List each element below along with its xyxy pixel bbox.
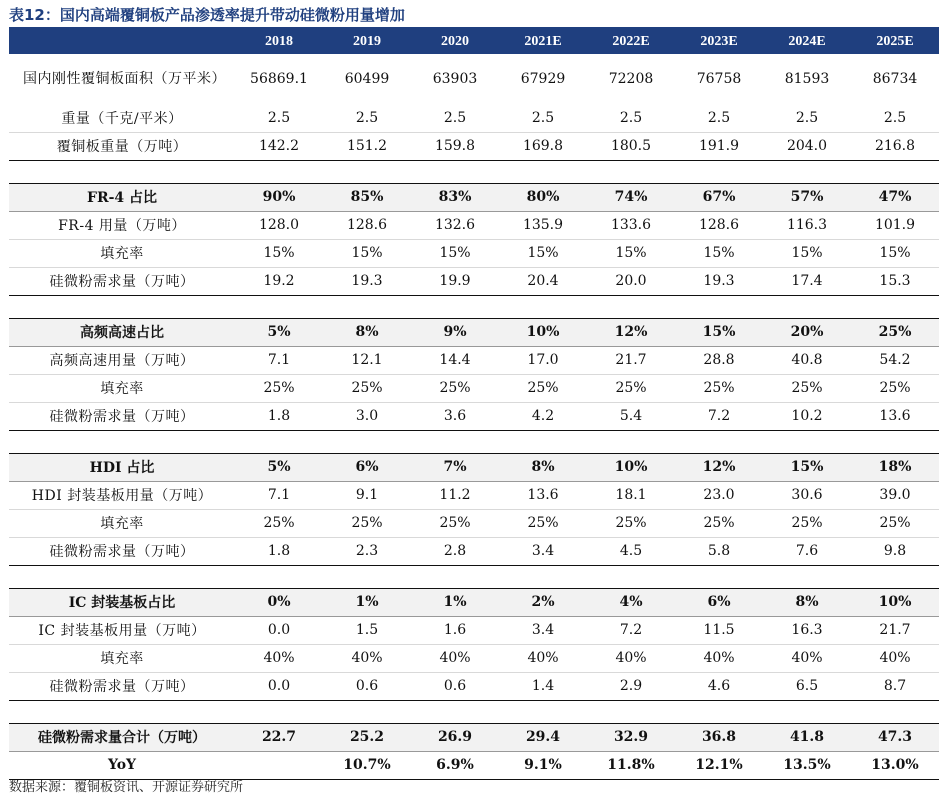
table-row: [9, 509, 939, 537]
cell: 2.5: [323, 104, 411, 132]
cell: 6%: [323, 453, 411, 481]
cell: 15%: [763, 453, 851, 481]
header-label: [9, 29, 235, 54]
cell: 25%: [411, 509, 499, 537]
table-title: 表12：国内高端覆铜板产品渗透率提升带动硅微粉用量增加: [9, 6, 405, 24]
cell: 29.4: [499, 723, 587, 751]
cell: 20.4: [527, 273, 559, 289]
cell: 7.1: [235, 481, 323, 509]
row-label: 硅微粉需求量（万吨）: [49, 409, 195, 425]
cell: 90%: [235, 183, 323, 211]
header-row: [9, 29, 939, 54]
row-label: FR-4 用量（万吨）: [9, 211, 235, 239]
cell: 40.8: [763, 346, 851, 374]
cell: 12.1%: [675, 751, 763, 779]
cell: 25.2: [323, 723, 411, 751]
cell: 0%: [235, 588, 323, 616]
cell: 2%: [499, 588, 587, 616]
cell: 15.3: [879, 273, 911, 289]
cell: 25%: [411, 374, 499, 402]
cell: 9.1: [323, 481, 411, 509]
cell: 9%: [411, 318, 499, 346]
cell: 25%: [763, 374, 851, 402]
cell: 14.4: [411, 346, 499, 374]
cell: 159.8: [434, 138, 476, 154]
cell: 2.5: [763, 104, 851, 132]
row-label: 填充率: [9, 374, 235, 402]
section-header-row: [9, 588, 939, 616]
cell: 25%: [235, 509, 323, 537]
section-gap: [9, 700, 939, 723]
table-row: [9, 672, 939, 700]
cell: 25%: [323, 374, 411, 402]
cell: 180.5: [610, 138, 652, 154]
cell: 15%: [587, 239, 675, 267]
cell: 2.5: [587, 104, 675, 132]
cell: 3.4: [531, 543, 555, 559]
cell: 9.8: [883, 543, 907, 559]
section-label: HDI 占比: [9, 453, 235, 481]
cell: 39.0: [851, 481, 939, 509]
cell: 25%: [587, 374, 675, 402]
cell: 128.6: [323, 211, 411, 239]
cell: 63903: [411, 54, 499, 104]
table-row: [9, 537, 939, 565]
row-label: HDI 封装基板用量（万吨）: [9, 481, 235, 509]
year-header: 2025E: [876, 33, 914, 49]
cell: 25%: [675, 509, 763, 537]
cell: 12.1: [323, 346, 411, 374]
cell: 15%: [763, 239, 851, 267]
cell: 25%: [323, 509, 411, 537]
cell: 19.2: [263, 273, 295, 289]
cell: 57%: [763, 183, 851, 211]
cell: 191.9: [698, 138, 740, 154]
cell: 20%: [763, 318, 851, 346]
cell: 3.4: [499, 616, 587, 644]
cell: 1.6: [411, 616, 499, 644]
section-label: 高频高速占比: [9, 318, 235, 346]
section-header-row: [9, 453, 939, 481]
cell: 6.9%: [411, 751, 499, 779]
cell: 2.5: [499, 104, 587, 132]
cell: 81593: [763, 54, 851, 104]
cell: 40%: [499, 644, 587, 672]
section-gap: [9, 160, 939, 183]
cell: 6%: [675, 588, 763, 616]
cell: 15%: [411, 239, 499, 267]
cell: 4%: [587, 588, 675, 616]
cell: 40%: [411, 644, 499, 672]
cell: 2.5: [675, 104, 763, 132]
cell: 60499: [323, 54, 411, 104]
row-label: 填充率: [9, 644, 235, 672]
year-header: 2024E: [788, 33, 826, 49]
cell: 7.6: [795, 543, 819, 559]
cell: 40%: [763, 644, 851, 672]
cell: 128.6: [675, 211, 763, 239]
cell: 21.7: [587, 346, 675, 374]
yoy-row: [9, 751, 939, 779]
row-label: 硅微粉需求量（万吨）: [49, 544, 195, 560]
cell: 25%: [587, 509, 675, 537]
cell: 25%: [763, 509, 851, 537]
row-label: 填充率: [9, 509, 235, 537]
year-header: 2018: [265, 33, 293, 49]
cell: 13.0%: [851, 751, 939, 779]
year-header: 2019: [353, 33, 381, 49]
cell: 4.2: [531, 408, 555, 424]
cell: 25%: [851, 318, 939, 346]
section-header-row: [9, 183, 939, 211]
cell: 1%: [323, 588, 411, 616]
cell: 74%: [587, 183, 675, 211]
table-row: [9, 132, 939, 160]
cell: 11.8%: [587, 751, 675, 779]
cell: 22.7: [235, 723, 323, 751]
cell: 67929: [499, 54, 587, 104]
cell: 1%: [411, 588, 499, 616]
cell: 16.3: [763, 616, 851, 644]
cell: 13.6: [499, 481, 587, 509]
cell: 11.5: [675, 616, 763, 644]
cell: 116.3: [763, 211, 851, 239]
cell: 18.1: [587, 481, 675, 509]
cell: 1.8: [267, 408, 291, 424]
cell: 56869.1: [235, 54, 323, 104]
cell: 80%: [499, 183, 587, 211]
cell: 15%: [323, 239, 411, 267]
row-label: 硅微粉需求量（万吨）: [49, 274, 195, 290]
section-gap: [9, 295, 939, 318]
cell: 135.9: [499, 211, 587, 239]
cell: 7.2: [707, 408, 731, 424]
total-label: 硅微粉需求量合计（万吨）: [9, 723, 235, 751]
table-row: [9, 239, 939, 267]
table-row: [9, 211, 939, 239]
cell: 17.0: [499, 346, 587, 374]
cell: 13.6: [879, 408, 911, 424]
table-row: [9, 267, 939, 295]
cell: 2.3: [355, 543, 379, 559]
cell: 25%: [499, 374, 587, 402]
cell: 6.5: [795, 678, 819, 694]
cell: 101.9: [851, 211, 939, 239]
cell: 2.5: [235, 104, 323, 132]
cell: 216.8: [874, 138, 916, 154]
cell: 2.9: [619, 678, 643, 694]
cell: 54.2: [851, 346, 939, 374]
cell: 5.8: [707, 543, 731, 559]
cell: 1.8: [267, 543, 291, 559]
year-header: 2020: [441, 33, 469, 49]
cell: 169.8: [522, 138, 564, 154]
cell: 1.4: [531, 678, 555, 694]
row-label: 填充率: [9, 239, 235, 267]
cell: 17.4: [791, 273, 823, 289]
cell: 128.0: [235, 211, 323, 239]
cell: 151.2: [346, 138, 388, 154]
table-row: [9, 402, 939, 430]
data-table: [9, 29, 939, 780]
cell: 15%: [235, 239, 323, 267]
cell: 15%: [675, 239, 763, 267]
row-label: 重量（千克/平米）: [9, 104, 235, 132]
row-label: 覆铜板重量（万吨）: [56, 139, 188, 155]
cell: 23.0: [675, 481, 763, 509]
table-row: [9, 374, 939, 402]
cell: 25%: [851, 509, 939, 537]
cell: 20.0: [615, 273, 647, 289]
cell: 12%: [587, 318, 675, 346]
cell: [235, 751, 323, 779]
section-gap: [9, 565, 939, 588]
cell: 86734: [851, 54, 939, 104]
cell: 0.6: [443, 678, 467, 694]
cell: 13.5%: [763, 751, 851, 779]
cell: 19.9: [439, 273, 471, 289]
table-row: [9, 616, 939, 644]
cell: 40%: [323, 644, 411, 672]
cell: 25%: [851, 374, 939, 402]
cell: 2.8: [443, 543, 467, 559]
cell: 2.5: [411, 104, 499, 132]
table-row: [9, 54, 939, 104]
cell: 5%: [235, 453, 323, 481]
cell: 47%: [851, 183, 939, 211]
cell: 85%: [323, 183, 411, 211]
cell: 5%: [235, 318, 323, 346]
cell: 7%: [411, 453, 499, 481]
cell: 9.1%: [499, 751, 587, 779]
cell: 15%: [499, 239, 587, 267]
cell: 40%: [675, 644, 763, 672]
cell: 25%: [499, 509, 587, 537]
table-row: [9, 346, 939, 374]
cell: 25%: [235, 374, 323, 402]
cell: 8%: [499, 453, 587, 481]
cell: 30.6: [763, 481, 851, 509]
year-header: 2023E: [700, 33, 738, 49]
cell: 41.8: [763, 723, 851, 751]
row-label: IC 封装基板用量（万吨）: [9, 616, 235, 644]
cell: 32.9: [587, 723, 675, 751]
cell: 7.2: [587, 616, 675, 644]
cell: 10%: [587, 453, 675, 481]
total-row: [9, 723, 939, 751]
cell: 15%: [851, 239, 939, 267]
cell: 0.0: [235, 616, 323, 644]
cell: 18%: [851, 453, 939, 481]
cell: 8.7: [883, 678, 907, 694]
cell: 83%: [411, 183, 499, 211]
cell: 76758: [675, 54, 763, 104]
table-row: [9, 644, 939, 672]
cell: 204.0: [786, 138, 828, 154]
section-header-row: [9, 318, 939, 346]
section-label: FR-4 占比: [9, 183, 235, 211]
cell: 72208: [587, 54, 675, 104]
yoy-label: YoY: [9, 751, 235, 779]
source-note: 数据来源：覆铜板资讯、开源证券研究所: [9, 780, 244, 795]
cell: 3.0: [355, 408, 379, 424]
cell: 40%: [851, 644, 939, 672]
cell: 36.8: [675, 723, 763, 751]
table-row: [9, 104, 939, 132]
section-label: IC 封装基板占比: [9, 588, 235, 616]
cell: 25%: [675, 374, 763, 402]
cell: 47.3: [851, 723, 939, 751]
cell: 40%: [235, 644, 323, 672]
cell: 10%: [499, 318, 587, 346]
section-gap: [9, 430, 939, 453]
cell: 12%: [675, 453, 763, 481]
cell: 1.5: [323, 616, 411, 644]
cell: 4.5: [619, 543, 643, 559]
cell: 0.6: [355, 678, 379, 694]
cell: 11.2: [411, 481, 499, 509]
cell: 28.8: [675, 346, 763, 374]
cell: 8%: [763, 588, 851, 616]
year-header: 2021E: [524, 33, 562, 49]
table-row: [9, 481, 939, 509]
cell: 7.1: [235, 346, 323, 374]
cell: 5.4: [619, 408, 643, 424]
cell: 10.2: [791, 408, 823, 424]
cell: 19.3: [703, 273, 735, 289]
cell: 3.6: [443, 408, 467, 424]
cell: 10.7%: [323, 751, 411, 779]
row-label: 硅微粉需求量（万吨）: [49, 679, 195, 695]
cell: 10%: [851, 588, 939, 616]
cell: 40%: [587, 644, 675, 672]
cell: 4.6: [707, 678, 731, 694]
cell: 142.2: [258, 138, 300, 154]
cell: 132.6: [411, 211, 499, 239]
cell: 133.6: [587, 211, 675, 239]
cell: 2.5: [851, 104, 939, 132]
row-label: 高频高速用量（万吨）: [9, 346, 235, 374]
cell: 8%: [323, 318, 411, 346]
cell: 26.9: [411, 723, 499, 751]
year-header: 2022E: [612, 33, 650, 49]
cell: 19.3: [351, 273, 383, 289]
row-label: 国内刚性覆铜板面积（万平米）: [9, 54, 235, 104]
cell: 21.7: [851, 616, 939, 644]
cell: 67%: [675, 183, 763, 211]
cell: 15%: [675, 318, 763, 346]
cell: 0.0: [267, 678, 291, 694]
